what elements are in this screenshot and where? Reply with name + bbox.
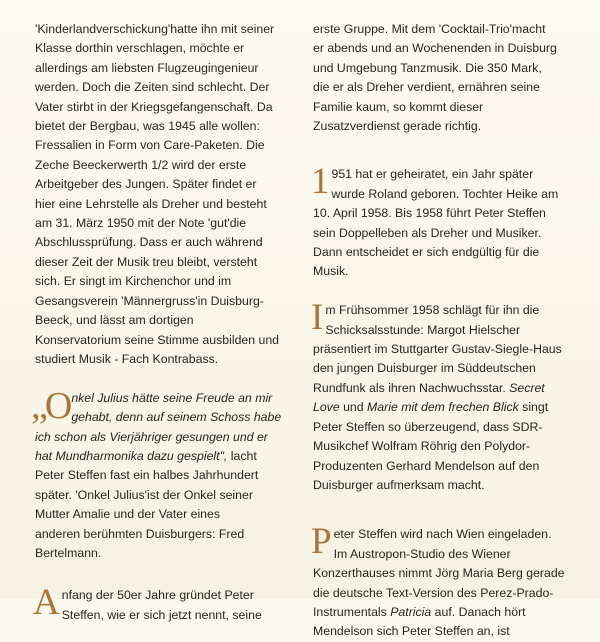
left-paragraph-2 bbox=[31, 384, 285, 564]
text-line: und Umgebung Tanzmusik. Die 350 Mark, bbox=[313, 60, 542, 75]
song-title-fragment: Secret bbox=[509, 380, 545, 395]
text-line: Arbeitgeber des Jungen. Später findet er bbox=[35, 177, 257, 192]
song-title-fragment: Love bbox=[313, 400, 340, 415]
text-line: anderen berühmten Duisburgers: Fred bbox=[35, 526, 245, 541]
drop-cap-a: A bbox=[33, 582, 60, 624]
text-line: Fressalien in Form von Care-Paketen. Die bbox=[35, 138, 265, 153]
text-line: dieser Zeit der Musik treu bleibt, versteht bbox=[35, 254, 258, 269]
text-line: die deutsche Text-Version des Perez-Prado- bbox=[313, 585, 554, 600]
text-line-with-title bbox=[313, 603, 575, 622]
text-line: Peter Steffen fast ein halbes Jahrhundert bbox=[35, 468, 259, 483]
text-line: Peter Steffen so überzeugend, dass SDR- bbox=[313, 419, 543, 434]
quote-line: gehabt, denn auf seinem Schoss habe bbox=[71, 410, 282, 425]
right-paragraph-1 bbox=[313, 20, 575, 136]
text-fragment: Instrumentals bbox=[313, 604, 391, 619]
text-line: hier eine Lehrstelle als Dreher und besteht bbox=[35, 196, 267, 211]
drop-cap-1: 1 bbox=[311, 161, 330, 203]
text-line: nfang der 50er Jahre gründet Peter bbox=[61, 588, 254, 603]
text-line: Gesangsverein 'Männergruss'in Duisburg- bbox=[35, 293, 264, 308]
right-paragraph-2 bbox=[311, 161, 575, 281]
text-line: 'Kinderlandverschickung'hatte ihn mit seiner bbox=[35, 22, 275, 36]
text-fragment: auf. Danach hört bbox=[431, 604, 526, 619]
text-line: den jungen Duisburger im Süddeutschen bbox=[313, 361, 536, 376]
song-title: Patricia bbox=[390, 604, 432, 619]
text-line: Vater stirbt in der Kriegsgefangenschaft. Da bbox=[35, 99, 273, 114]
left-paragraph-3 bbox=[33, 582, 285, 625]
quote-line-end: hat Mundharmonika dazu gespielt", bbox=[35, 448, 228, 463]
text-line: Dann entscheidet er sich endgültig für die bbox=[313, 245, 540, 260]
text-line: Schicksalsstunde: Margot Hielscher bbox=[325, 322, 521, 337]
quote-line-with-tail bbox=[35, 447, 285, 466]
right-column bbox=[313, 20, 575, 642]
text-line: werden. Doch die Zeiten sind schlecht. Der bbox=[35, 80, 270, 95]
text-line: Bertelmann. bbox=[35, 545, 102, 560]
text-line: er abends und an Wochenenden in Duisburg bbox=[313, 41, 557, 56]
drop-cap-quote-o: „O bbox=[31, 384, 70, 427]
text-line: allerdings am liebsten Flugzeugingenieur bbox=[35, 60, 259, 75]
text-line: eter Steffen wird nach Wien eingeladen. bbox=[333, 527, 552, 542]
text-line: Konservatorium seine Stimme ausbilden und bbox=[35, 332, 280, 347]
text-line: Musikchef Wolfram Röhrig den Polydor- bbox=[313, 439, 531, 454]
text-line: Familie kaum, so kommt dieser bbox=[313, 99, 484, 114]
quote-line: ich schon als Vierjähriger gesungen und er bbox=[35, 429, 268, 444]
text-line-with-title bbox=[313, 379, 575, 398]
text-line: 951 hat er geheiratet, ein Jahr später bbox=[331, 167, 534, 182]
text-line: wurde Roland geboren. Tochter Heike am bbox=[331, 186, 559, 201]
text-line: Zusatzverdienst gerade richtig. bbox=[313, 119, 482, 134]
text-line: Duisburger aufmerksam macht. bbox=[313, 477, 485, 492]
text-line: erste Gruppe. Mit dem 'Cocktail-Trio'macht bbox=[313, 22, 546, 36]
text-line: die er als Dreher verdient, ernähren seine bbox=[313, 80, 540, 95]
text-line: Zeche Beeckerwerth 1/2 wird der erste bbox=[35, 157, 247, 172]
left-paragraph-1 bbox=[35, 20, 285, 369]
text-line: später. 'Onkel Julius'ist der Onkel seiner bbox=[35, 487, 253, 502]
text-line: Mendelson sich Peter Steffen an, ist bbox=[313, 624, 510, 639]
left-column bbox=[31, 20, 285, 625]
text-line: Steffen, wie er sich jetzt nennt, seine bbox=[61, 607, 262, 622]
right-paragraph-4 bbox=[311, 521, 575, 641]
text-line: Mutter Amalie und der Vater eines bbox=[35, 507, 221, 522]
text-line: Produzenten Gerhard Mendelson auf den bbox=[313, 458, 540, 473]
text-line: bietet der Bergbau, was 1945 alle wollen: bbox=[35, 119, 260, 134]
text-line: Konzerthauses nimmt Jörg Maria Berg gerade bbox=[313, 566, 565, 581]
text-fragment: Rundfunk als ihren Nachwuchsstar. bbox=[313, 380, 506, 395]
text-line: sein Doppelleben als Dreher und Musiker. bbox=[313, 225, 542, 240]
quote-tail: lacht bbox=[227, 448, 257, 463]
text-line: Musik. bbox=[313, 264, 349, 279]
text-line: präsentiert im Stuttgarter Gustav-Siegle-Haus bbox=[313, 342, 562, 357]
right-paragraph-3 bbox=[311, 297, 575, 495]
text-line-with-titles bbox=[313, 398, 575, 417]
drop-cap-i: I bbox=[311, 297, 324, 339]
text-fragment: und bbox=[339, 400, 368, 415]
text-line: Klasse dorthin verschlagen, möchte er bbox=[35, 41, 245, 56]
text-line: m Frühsommer 1958 schlägt für ihn die bbox=[325, 303, 540, 318]
song-title: Marie mit dem frechen Blick bbox=[367, 400, 519, 415]
quote-line: nkel Julius hätte seine Freude an mir bbox=[71, 390, 273, 405]
text-line: Im Austropon-Studio des Wiener bbox=[333, 546, 511, 561]
text-fragment: singt bbox=[518, 400, 549, 415]
drop-cap-p: P bbox=[311, 521, 332, 563]
text-line: am 31. März 1950 mit der Note 'gut'die bbox=[35, 216, 247, 231]
text-line: Abschlussprüfung. Dass er auch während bbox=[35, 235, 263, 250]
text-line: Beeck, und lässt am dortigen bbox=[35, 313, 194, 328]
text-line: 10. April 1958. Bis 1958 führt Peter Steffen bbox=[313, 206, 546, 221]
text-line: sich. Er singt im Kirchenchor und im bbox=[35, 274, 232, 289]
text-line: studiert Musik - Fach Kontrabass. bbox=[35, 351, 219, 366]
